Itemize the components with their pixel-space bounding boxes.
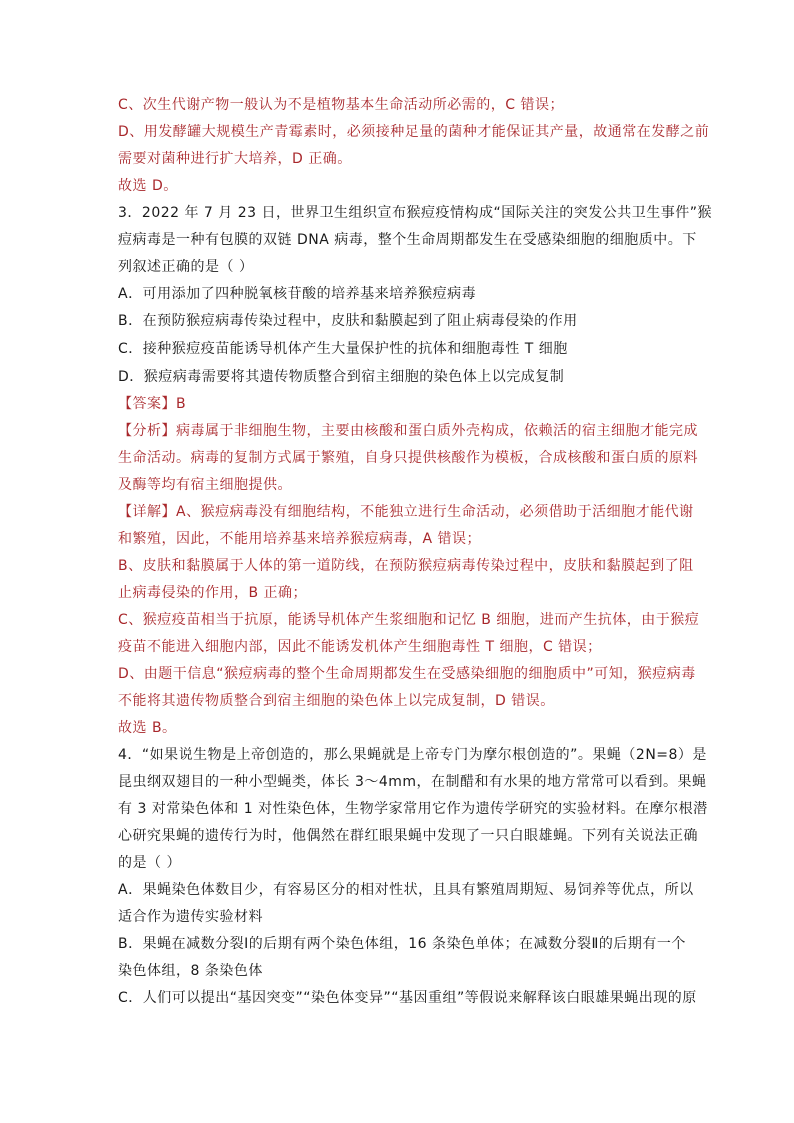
text-line: 有 3 对常染色体和 1 对性染色体，生物学家常用它作为遗传学研究的实验材料。在摩尔根潜: [118, 801, 708, 817]
text-line: 列叙述正确的是（ ）: [118, 259, 254, 275]
text-line: 3．2022 年 7 月 23 日，世界卫生组织宣布猴痘疫情构成“国际关注的突发公共卫生事件”猴: [118, 205, 713, 221]
text-line: D、用发酵罐大规模生产青霉素时，必须接种足量的菌种才能保证其产量，故通常在发酵之前: [118, 124, 710, 140]
text-line: C．人们可以提出“基因突变”“染色体变异”“基因重组”等假说来解释该白眼雄果蝇出现的原: [118, 990, 697, 1006]
text-line: C、次生代谢产物一般认为不是植物基本生命活动所必需的，C 错误；: [118, 97, 564, 113]
text-line: 止病毒侵染的作用，B 正确；: [118, 585, 308, 601]
text-line: 【分析】病毒属于非细胞生物，主要由核酸和蛋白质外壳构成，依赖活的宿主细胞才能完成: [118, 423, 698, 439]
text-line: 及酶等均有宿主细胞提供。: [118, 477, 292, 493]
text-line: B、皮肤和黏膜属于人体的第一道防线，在预防猴痘病毒传染过程中，皮肤和黏膜起到了阻: [118, 558, 694, 574]
text-line: 生命活动。病毒的复制方式属于繁殖，自身只提供核酸作为模板，合成核酸和蛋白质的原料: [118, 450, 698, 466]
text-line: D、由题干信息“猴痘病毒的整个生命周期都发生在受感染细胞的细胞质中”可知，猴痘病毒: [118, 666, 696, 682]
text-line: 昆虫纲双翅目的一种小型蝇类，体长 3～4mm，在制醋和有水果的地方常常可以看到。果蝇: [118, 774, 707, 790]
text-line: 适合作为遗传实验材料: [118, 909, 263, 925]
text-line: 【答案】B: [118, 396, 187, 412]
text-line: 4．“如果说生物是上帝创造的，那么果蝇就是上帝专门为摩尔根创造的”。果蝇（2N=8）是: [118, 747, 707, 763]
text-line: C、猴痘疫苗相当于抗原，能诱导机体产生浆细胞和记忆 B 细胞，进而产生抗体，由于猴痘: [118, 612, 700, 628]
text-line: 故选 B。: [118, 720, 177, 736]
text-line: D．猴痘病毒需要将其遗传物质整合到宿主细胞的染色体上以完成复制: [118, 369, 565, 385]
text-line: 染色体组，8 条染色体: [118, 963, 263, 979]
text-line: 故选 D。: [118, 178, 178, 194]
text-line: B．果蝇在减数分裂Ⅰ的后期有两个染色体组，16 条染色单体；在减数分裂Ⅱ的后期有一个: [118, 936, 686, 952]
text-line: 和繁殖，因此，不能用培养基来培养猴痘病毒，A 错误；: [118, 531, 482, 547]
text-line: 的是（ ）: [118, 855, 181, 871]
text-line: B．在预防猴痘病毒传染过程中，皮肤和黏膜起到了阻止病毒侵染的作用: [118, 313, 578, 329]
text-line: A．可用添加了四种脱氧核苷酸的培养基来培养猴痘病毒: [118, 286, 477, 302]
text-line: 疫苗不能进入细胞内部，因此不能诱发机体产生细胞毒性 T 细胞，C 错误；: [118, 639, 602, 655]
text-line: A．果蝇染色体数目少，有容易区分的相对性状，且具有繁殖周期短、易饲养等优点，所以: [118, 882, 694, 898]
text-line: 心研究果蝇的遗传行为时，他偶然在群红眼果蝇中发现了一只白眼雄蝇。下列有关说法正确: [118, 828, 698, 844]
text-line: 需要对菌种进行扩大培养，D 正确。: [118, 151, 352, 167]
text-line: 【详解】A、猴痘病毒没有细胞结构，不能独立进行生命活动，必须借助于活细胞才能代谢: [118, 504, 694, 520]
text-line: 不能将其遗传物质整合到宿主细胞的染色体上以完成复制，D 错误。: [118, 693, 555, 709]
text-line: 痘病毒是一种有包膜的双链 DNA 病毒，整个生命周期都发生在受感染细胞的细胞质中。下: [118, 232, 697, 248]
text-line: C．接种猴痘疫苗能诱导机体产生大量保护性的抗体和细胞毒性 T 细胞: [118, 341, 568, 357]
